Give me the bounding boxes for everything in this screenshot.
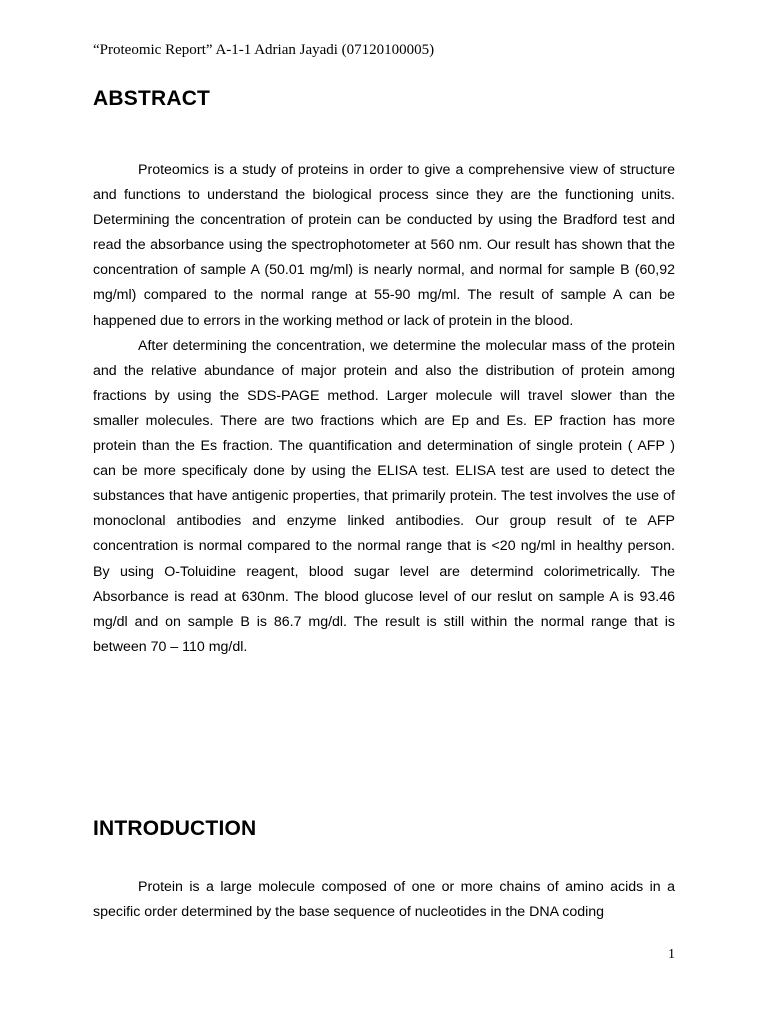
page-number: 1 xyxy=(668,947,675,962)
abstract-paragraph-2: After determining the concentration, we determine the molecular mass of the protein and the relative abundance of major protein and also the distribution of protein among fractions by using the SDS-PAGE method. Larger molecule will travel slower than the smaller molecules. There are two fractions which are Ep and Es. EP fraction has more protein than the Es fraction. The quantification and determination of single protein ( AFP ) can be more specificaly done by using the ELISA test. ELISA test are used to detect the substances that have antigenic properties, that primarily protein. The test involves the use of monoclonal antibodies and enzyme linked antibodies. Our group result of te AFP concentration is normal compared to the normal range that is <20 ng/ml in healthy person. By using O-Toluidine reagent, blood sugar level are determind colorimetrically. The Absorbance is read at 630nm. The blood glucose level of our reslut on sample A is 93.46 mg/dl and on sample B is 86.7 mg/dl. The result is still within the normal range that is between 70 – 110 mg/dl. xyxy=(93,337,675,655)
introduction-heading: INTRODUCTION xyxy=(93,817,257,840)
abstract-paragraph-1: Proteomics is a study of proteins in order to give a comprehensive view of structure and functions to understand the biological process since they are the functioning units. Determining the concentration of protein can be conducted by using the Bradford test and read the absorbance using the spectrophotometer at 560 nm. Our result has shown that the concentration of sample A (50.01 mg/ml) is nearly normal, and normal for sample B (60,92 mg/ml) compared to the normal range at 55-90 mg/ml. The result of sample A can be happened due to errors in the working method or lack of protein in the blood. xyxy=(93,162,675,329)
abstract-heading: ABSTRACT xyxy=(93,87,211,110)
abstract-body xyxy=(93,158,675,660)
introduction-paragraph-1: Protein is a large molecule composed of one or more chains of amino acids in a specific order determined by the base sequence of nucleotides in the DNA coding xyxy=(93,879,675,921)
running-header: “Proteomic Report” A-1-1 Adrian Jayadi (07120100005) xyxy=(93,42,435,58)
introduction-body xyxy=(93,875,675,925)
